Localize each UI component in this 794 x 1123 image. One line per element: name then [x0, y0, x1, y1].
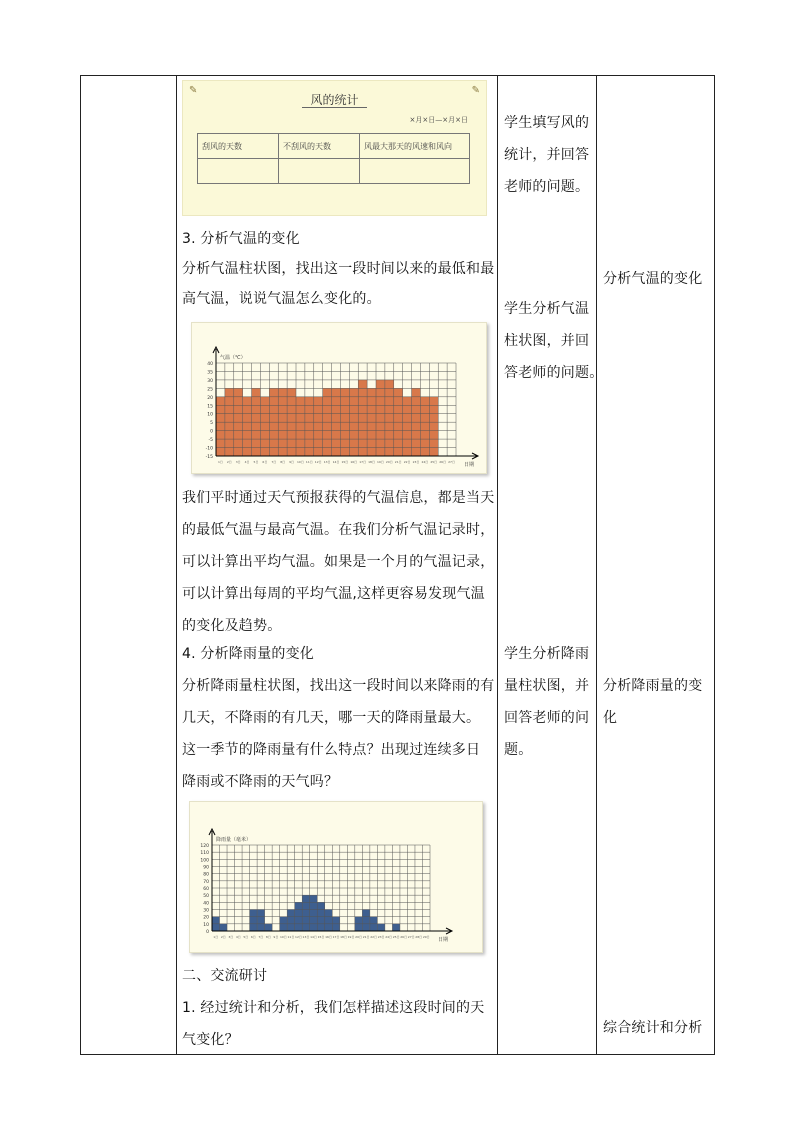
- bar: [287, 910, 295, 932]
- y-tick-label: 10: [203, 922, 209, 928]
- x-tick-label: 2日: [226, 460, 232, 464]
- x-tick-label: 13日: [302, 935, 310, 939]
- bar: [314, 397, 323, 456]
- y-tick-label: -5: [208, 438, 213, 444]
- text-line: 分析降雨量的变: [603, 678, 703, 694]
- x-tick-label: 11日: [287, 935, 295, 939]
- text-line: 我们平时通过天气预报获得的气温信息，都是当天: [182, 490, 495, 506]
- text-line: 1. 经过统计和分析，我们怎样描述这段时间的天: [182, 1000, 485, 1016]
- y-tick-label: 30: [203, 908, 209, 914]
- text-line: 统计，并回答: [504, 147, 590, 163]
- text-line: 分析降雨量柱状图，找出这一段时间以来降雨的有: [182, 678, 495, 694]
- text-line: 学生分析气温: [504, 301, 590, 317]
- x-tick-label: 23日: [377, 935, 385, 939]
- section-4-body: [182, 673, 494, 795]
- x-tick-label: 27日: [448, 460, 455, 464]
- x-tick-label: 4日: [235, 935, 241, 939]
- wind-table: [197, 133, 470, 184]
- bar: [265, 924, 273, 931]
- temperature-chart: [192, 323, 486, 473]
- x-tick-label: 19日: [347, 935, 355, 939]
- y-tick-label: -10: [205, 446, 213, 452]
- x-tick-label: 10日: [297, 460, 304, 464]
- question-1: [182, 995, 484, 1053]
- bar: [310, 895, 318, 931]
- x-tick-label: 27日: [407, 935, 415, 939]
- x-tick-label: 9日: [273, 935, 279, 939]
- x-tick-label: 6日: [250, 935, 256, 939]
- wind-header-windy-days: 刮风的天数: [198, 134, 279, 159]
- text-line: 回答老师的问: [504, 710, 590, 726]
- x-tick-label: 26日: [400, 935, 408, 939]
- x-tick-label: 14日: [332, 460, 340, 464]
- text-line: 这一季节的降雨量有什么特点？出现过连续多日: [182, 742, 481, 758]
- y-axis-label: 降雨量（毫米）: [216, 837, 252, 843]
- section-3-title: 3. 分析气温的变化: [182, 231, 300, 247]
- x-tick-label: 4日: [244, 460, 250, 464]
- y-tick-label: 10: [207, 412, 213, 418]
- x-tick-label: 11日: [305, 460, 313, 464]
- text-line: 老师的问题。: [504, 179, 590, 195]
- student-activity-temp: [504, 296, 603, 386]
- bar: [376, 380, 385, 456]
- x-tick-label: 12日: [295, 935, 302, 939]
- goal-summary: 综合统计和分析: [603, 1020, 703, 1036]
- y-tick-label: 70: [203, 879, 209, 885]
- bar: [420, 397, 429, 456]
- x-tick-label: 12日: [314, 460, 322, 464]
- x-tick-label: 10日: [279, 935, 287, 939]
- x-tick-label: 26日: [439, 460, 447, 464]
- y-tick-label: 35: [207, 370, 213, 376]
- text-line: 分析气温柱状图，找出这一段时间以来的最低和最: [182, 261, 495, 277]
- text-line: 气变化？: [182, 1032, 239, 1048]
- y-tick-label: 20: [203, 915, 209, 921]
- wind-cell: [279, 159, 360, 184]
- x-tick-label: 16日: [325, 935, 332, 939]
- x-axis-label: 日期: [464, 462, 475, 468]
- y-tick-label: 5: [210, 421, 213, 427]
- bar: [429, 397, 438, 456]
- x-tick-label: 8日: [265, 935, 271, 939]
- x-tick-label: 17日: [359, 460, 367, 464]
- x-tick-label: 16日: [350, 460, 358, 464]
- part-2-title: 二、交流研讨: [182, 968, 268, 984]
- rainfall-chart: [190, 802, 482, 952]
- x-tick-label: 1日: [213, 935, 219, 939]
- wind-cell: [360, 159, 470, 184]
- x-tick-label: 21日: [394, 460, 402, 464]
- x-tick-label: 24日: [385, 935, 393, 939]
- x-tick-label: 13日: [323, 460, 331, 464]
- x-tick-label: 22日: [370, 935, 378, 939]
- bar: [302, 895, 310, 931]
- y-tick-label: 25: [207, 387, 213, 393]
- y-tick-label: 30: [207, 378, 213, 384]
- x-tick-label: 7日: [271, 460, 277, 464]
- text-line: 几天，不降雨的有几天，哪一天的降雨量最大。: [182, 710, 481, 726]
- bar: [250, 910, 258, 932]
- x-tick-label: 22日: [403, 460, 411, 464]
- text-line: 的最低气温与最高气温。在我们分析气温记录时，: [182, 522, 495, 538]
- x-tick-label: 25日: [430, 460, 438, 464]
- x-tick-label: 15日: [341, 460, 349, 464]
- bar: [358, 380, 367, 456]
- x-tick-label: 19日: [377, 460, 384, 464]
- x-tick-label: 21日: [362, 935, 370, 939]
- bar: [216, 397, 225, 456]
- x-tick-label: 6日: [262, 460, 268, 464]
- section-4-title: 4. 分析降雨量的变化: [182, 646, 315, 662]
- y-tick-label: 15: [207, 404, 213, 410]
- y-tick-label: 100: [200, 858, 209, 864]
- bar: [392, 924, 400, 931]
- x-tick-label: 5日: [253, 460, 259, 464]
- x-tick-label: 8日: [280, 460, 286, 464]
- y-axis-label: 气温（℃）: [220, 355, 246, 361]
- section-3-body: [182, 256, 494, 312]
- x-tick-label: 18日: [340, 935, 347, 939]
- x-tick-label: 25日: [392, 935, 400, 939]
- text-line: 降雨或不降雨的天气吗？: [182, 774, 339, 790]
- text-line: 答老师的问题。: [504, 365, 604, 381]
- text-line: 高气温，说说气温怎么变化的。: [182, 291, 381, 307]
- text-line: 可以计算出每周的平均气温,这样更容易发现气温: [182, 586, 485, 602]
- y-tick-label: 120: [200, 844, 209, 849]
- pin-icon: ✎: [471, 85, 480, 96]
- goal-temp: 分析气温的变化: [603, 271, 703, 287]
- x-tick-label: 7日: [258, 935, 264, 939]
- text-line: 量柱状图，并: [504, 678, 590, 694]
- wind-header-max-wind: 风最大那天的风速和风向: [360, 134, 470, 159]
- x-axis-label: 日期: [438, 937, 449, 943]
- wind-statistics-card: [182, 80, 487, 216]
- y-tick-label: 20: [207, 395, 213, 401]
- bar: [260, 397, 269, 456]
- bar: [385, 380, 394, 456]
- wind-cell: [198, 159, 279, 184]
- y-tick-label: 80: [203, 872, 209, 878]
- goal-rain: [603, 673, 702, 731]
- bar: [220, 924, 228, 931]
- bar: [325, 910, 333, 932]
- text-line: 学生填写风的: [504, 115, 590, 131]
- x-tick-label: 3日: [235, 460, 241, 464]
- text-line: 柱状图，并回: [504, 333, 590, 349]
- temperature-paragraph: [182, 485, 494, 639]
- y-tick-label: 60: [203, 887, 209, 892]
- wind-card-title: 风的统计: [183, 91, 486, 108]
- x-tick-label: 23日: [412, 460, 420, 464]
- y-tick-label: -15: [205, 455, 213, 460]
- y-tick-label: 40: [203, 901, 209, 907]
- text-line: 化: [603, 710, 618, 726]
- temperature-chart-card: [191, 322, 487, 474]
- text-line: 的变化及趋势。: [182, 618, 282, 634]
- x-tick-label: 9日: [289, 460, 295, 464]
- student-activity-rain: [504, 641, 589, 763]
- text-line: 学生分析降雨: [504, 646, 590, 662]
- y-tick-label: 0: [210, 429, 213, 435]
- x-tick-label: 28日: [415, 935, 423, 939]
- y-tick-label: 0: [206, 930, 209, 935]
- y-tick-label: 90: [203, 865, 209, 871]
- x-tick-label: 17日: [332, 935, 340, 939]
- wind-card-date: ×月×日—×月×日: [409, 116, 468, 124]
- x-tick-label: 20日: [355, 935, 363, 939]
- x-tick-label: 24日: [421, 460, 429, 464]
- x-tick-label: 5日: [243, 935, 249, 939]
- pin-icon: ✎: [189, 85, 198, 96]
- bar: [377, 924, 385, 931]
- x-tick-label: 2日: [220, 935, 226, 939]
- y-tick-label: 50: [203, 894, 209, 900]
- x-tick-label: 3日: [228, 935, 234, 939]
- rainfall-chart-card: [189, 801, 483, 953]
- column-divider: [497, 76, 498, 1054]
- x-tick-label: 20日: [385, 460, 393, 464]
- bar: [257, 910, 265, 932]
- column-divider: [596, 76, 597, 1054]
- bar: [362, 910, 370, 932]
- x-tick-label: 29日: [422, 935, 430, 939]
- text-line: 可以计算出平均气温。如果是一个月的气温记录，: [182, 554, 495, 570]
- bar: [305, 397, 314, 456]
- x-tick-label: 15日: [317, 935, 325, 939]
- column-divider: [176, 76, 177, 1054]
- wind-header-calm-days: 不刮风的天数: [279, 134, 360, 159]
- bar: [296, 397, 305, 456]
- student-activity-wind: [504, 110, 589, 200]
- y-tick-label: 110: [200, 851, 209, 857]
- x-tick-label: 14日: [310, 935, 317, 939]
- y-tick-label: 40: [207, 362, 213, 367]
- x-tick-label: 1日: [217, 460, 223, 464]
- bar: [243, 397, 252, 456]
- text-line: 题。: [504, 742, 533, 758]
- bar: [403, 397, 412, 456]
- x-tick-label: 18日: [368, 460, 375, 464]
